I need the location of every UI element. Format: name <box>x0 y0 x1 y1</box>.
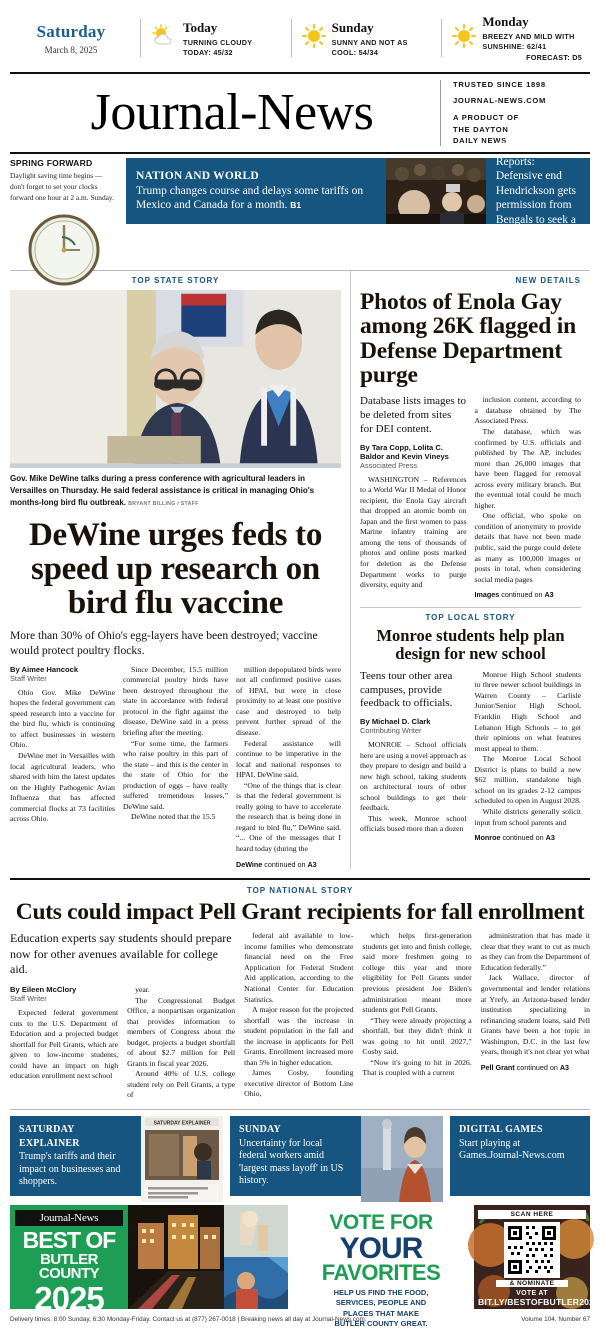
promo-image <box>361 1116 443 1196</box>
paragraph: federal aid available to low-income families who demonstrate financial need on the Free Application for Federal Student Aid application, according to the National Center for Education Statistics. <box>244 931 354 1004</box>
promo-saturday-explainer[interactable] <box>10 1116 223 1196</box>
promo-text: Uncertainty for local federal workers amid 'largest mass layoff' in US history. <box>239 1137 344 1187</box>
refer-text <box>496 155 580 242</box>
paragraph: MONROE – School officials here are using a novel approach as they prepare to design and build a new high school, taking students on architectural tours of other school buildings to get their feedback. <box>360 740 467 813</box>
divider <box>291 19 292 57</box>
divider <box>441 19 442 57</box>
paragraph: James Cosby, founding executive director of Bottom Line Ohio, <box>244 1068 354 1099</box>
ad-vote-at-label: VOTE AT <box>516 1290 548 1298</box>
promo-strip <box>0 1110 600 1196</box>
ad-vote-line2: YOUR <box>339 1232 423 1266</box>
footer-delivery-info: Delivery times: 8:00 Sunday, 6:30 Monday-Friday. Contact us at (877) 267-0018 | Breaking news all day at Journal-News.com. <box>10 1316 367 1324</box>
ad-badge <box>10 1205 128 1317</box>
dateline-date: March 8, 2025 <box>44 44 98 55</box>
ad-vote-line3: FAVORITES <box>321 1259 441 1285</box>
story-column <box>10 985 118 1101</box>
paragraph: Monroe High School students to three newer school buildings in Warren County – Carlisle Junior/Senior High School, Franklin High School and Lebanon High Schools – to get their opinions on what features most appeal to them. <box>474 669 581 753</box>
paragraph: “For some time, the farmers who raise poultry in this part of the state – and this is the center in the state of Ohio for the production of eggs – have really suffered tremendous losses,” DeWine said. <box>123 738 228 811</box>
paragraph: administration that has made it clear that they want to cut as much as they can from the Department of Education federally.” <box>480 931 590 972</box>
story-column <box>10 665 115 869</box>
paragraph: The database, which was confirmed by U.S. officials and published by The AP, includes more than 26,000 images that have been flagged for removal across every military branch. But the eventual total could be much higher. <box>474 427 581 510</box>
byline-role: Associated Press <box>360 460 418 470</box>
paragraph: The Congressional Budget Office, a nonpartisan organization that provides information to members of Congress about the budget, projects a budget shortfall of about $2.7 million for Pell Grants in fiscal year 2026. <box>127 995 236 1068</box>
forecast-monday <box>444 14 590 62</box>
refer-photo <box>386 158 486 224</box>
kicker-top-state-story: TOP STATE STORY <box>131 275 220 285</box>
paragraph: This week, Monroe school officials bused more than a dozen <box>360 813 467 834</box>
promo-text: Start playing at Games.Journal-News.com <box>459 1137 565 1162</box>
photo-cutline <box>10 473 341 509</box>
promo-sunday[interactable] <box>230 1116 443 1196</box>
story-column <box>475 395 582 599</box>
promo-digital-games[interactable] <box>450 1116 590 1196</box>
paragraph: Federal assistance will continue to be imperative in the local and national responses to HPAI, DeWine said. <box>236 738 341 780</box>
website-url[interactable]: JOURNAL-NEWS.COM <box>453 96 547 106</box>
masthead <box>0 74 600 150</box>
story-body <box>360 740 467 835</box>
forecast-condition: TURNING CLOUDY <box>183 37 253 47</box>
product-of-line1: A PRODUCT OF <box>453 113 519 123</box>
paragraph: The Monroe Local School District is plans to build a new $62 million, standalone high school on its grades 2-12 campus scheduled to open in August 2028. <box>474 754 581 806</box>
spring-forward-promo <box>10 158 126 263</box>
story-body <box>236 665 341 855</box>
paragraph: million depopulated birds were not all confirmed positive cases of HPAI, but were in close proximity to at least one positive case and destroyed to help prevent further spread of the disease. <box>236 664 341 737</box>
kicker-top-local-story: TOP LOCAL STORY <box>425 613 516 623</box>
paragraph: One official, who spoke on condition of anonymity to provide details that have not been made public, said the purge could delete as many as 100,000 images or posts in total, when considering social media pages <box>474 511 581 584</box>
paragraph: which helps first-generation students get into and finish college, said more freshmen going to college this year and more eligibility for Pell Grants under previous president Joe Biden's administration meant more students got Pell Grants. <box>362 931 472 1015</box>
sun-icon <box>302 24 326 53</box>
product-of-line2: THE DAYTON <box>453 124 509 134</box>
sun-cloud-icon <box>151 24 177 53</box>
promo-kicker-line2: EXPLAINER <box>19 1137 80 1149</box>
new-details-deck: Database lists images to be deleted from sites for DEI content. <box>360 395 467 435</box>
byline: By Aimee Hancock <box>10 664 79 674</box>
kicker-top-national-story: TOP NATIONAL STORY <box>246 885 354 895</box>
forecast-page-ref: FORECAST: D5 <box>526 53 583 63</box>
story-body <box>475 670 582 828</box>
jump-page: A3 <box>307 859 317 869</box>
dateline <box>10 22 138 55</box>
promo-kicker-line1: SUNDAY <box>239 1124 281 1136</box>
forecast-name: Monday <box>482 14 529 29</box>
forecast-name: Today <box>183 19 218 35</box>
jump-text: continued on <box>264 859 306 869</box>
byline-role: Staff Writer <box>10 673 47 683</box>
refer-text <box>136 184 376 213</box>
forecast-temps: COOL: 54/34 <box>331 47 379 57</box>
paragraph: year. <box>135 985 150 994</box>
right-column <box>350 271 581 869</box>
sun-icon <box>452 24 476 53</box>
top-national-story-deck: Education experts say students should prepare now for other avenues available for college aid. <box>10 931 232 977</box>
top-national-story <box>0 886 600 1101</box>
jump-text: continued on <box>501 590 543 600</box>
refer-kicker: NATION AND WORLD <box>136 169 259 182</box>
story-column <box>123 665 228 869</box>
top-national-story-headline[interactable]: Cuts could impact Pell Grant recipients for fall enrollment <box>15 898 585 925</box>
story-column <box>360 670 467 842</box>
masthead-info <box>440 80 590 146</box>
top-state-story-photo <box>10 290 341 468</box>
refer-headline: Reports: Defensive end Hendrickson gets permission from Bengals to seek a trade. <box>495 155 576 241</box>
byline-role: Contributing Writer <box>360 726 422 736</box>
story-body <box>475 395 582 585</box>
top-local-story-headline[interactable]: Monroe students help plan design for new school <box>376 626 565 664</box>
paragraph: While districts generally solicit input from school parents and <box>474 806 581 827</box>
ad-vote-panel <box>288 1205 474 1328</box>
jump-label: Pell Grant <box>480 1062 515 1072</box>
national-story-top-rule <box>10 878 590 880</box>
forecast-condition: BREEZY AND MILD WITH <box>482 32 575 42</box>
story-body <box>127 985 235 1101</box>
jump-label: DeWine <box>236 859 263 869</box>
left-column <box>10 271 350 869</box>
ad-vote-url[interactable]: BIT.LY/BESTOFBUTLER2025 <box>478 1297 600 1308</box>
paragraph: Jack Wallace, director of governmental and lender relations at Yrefy, an Arizona-based lender institution specializing in refinancing student loans, said Pell Grants have been a hot topic in Washington, D.C. in the last few years, though it's not clear yet what <box>480 973 590 1057</box>
story-column <box>127 985 235 1101</box>
ad-scan-here-label: SCAN HERE <box>478 1210 586 1219</box>
ad-line1: BEST OF <box>22 1227 116 1254</box>
weather-bar <box>0 0 600 70</box>
jump-text: continued on <box>516 1062 558 1072</box>
story-column <box>360 395 467 599</box>
paragraph: “They were already projecting a shortfall, but they didn't think it was going to hit until 2027,” Cosby said. <box>362 1015 472 1057</box>
divider <box>140 19 141 57</box>
byline: By Michael D. Clark <box>360 717 431 727</box>
paragraph: A major reason for the projected shortfall was the increase in student population in the fall and the increase in applicants for Pell Grants. Enrollment increased more than 5% in higher education. <box>244 1005 354 1067</box>
analog-clock-icon <box>10 208 118 264</box>
refer-kicker: SPORTS <box>495 140 542 153</box>
section-rule <box>360 607 581 608</box>
story-body <box>10 688 115 825</box>
refer-headline: Trump changes course and delays some tariffs on Mexico and Canada for a month. <box>136 184 364 212</box>
paragraph: Ohio Gov. Mike DeWine hopes the federal government can speed research into a vaccine for the bird flu, which is continuing to affect businesses in western Ohio. <box>10 687 115 750</box>
ad-line3: 2025 <box>34 1279 104 1317</box>
kicker-new-details: NEW DETAILS <box>515 275 581 285</box>
forecast-name: Sunday <box>331 19 374 35</box>
paragraph: DeWine noted that the 15.5 <box>131 812 216 822</box>
forecast-sunday <box>294 20 440 57</box>
trusted-since-text: TRUSTED SINCE 1898 <box>453 80 546 90</box>
paragraph: inclusion content, according to a database obtained by The Associated Press. <box>474 395 581 426</box>
refer-sports[interactable] <box>486 140 590 241</box>
paragraph: Expected federal government cuts to the U.S. Department of Education and a projected budget shortfall for Pell Grants, which are given to low-income students, could have an impact on high education enrollment next school <box>10 1008 119 1081</box>
jump-page: A3 <box>545 833 555 843</box>
jump-page: A3 <box>544 590 554 600</box>
forecast-temps: TODAY: 45/32 <box>183 47 233 57</box>
top-state-story-headline[interactable]: DeWine urges feds to speed up research on bird flu vaccine <box>28 516 323 621</box>
refer-page: B1 <box>290 200 302 211</box>
jump-text: continued on <box>502 833 544 843</box>
forecast-today <box>143 20 289 57</box>
story-column <box>244 931 353 1101</box>
jump-label: Monroe <box>474 833 501 843</box>
ad-line2: BUTLER COUNTY <box>38 1251 100 1283</box>
main-content <box>0 271 600 869</box>
promo-kicker-line1: DIGITAL GAMES <box>459 1124 543 1136</box>
svg-text:SATURDAY EXPLAINER: SATURDAY EXPLAINER <box>153 1120 211 1127</box>
ad-sub-line4: BUTLER COUNTY GREAT. <box>334 1319 428 1328</box>
ad-brand-logo: Journal-News <box>15 1210 123 1226</box>
cutline-text: Gov. Mike DeWine talks during a press conference with agricultural leaders in Versailles on Thursday. He said federal assistance is critical in managing Ohio's months-long bird flu outbreak. <box>10 473 315 507</box>
new-details-headline[interactable]: Photos of Enola Gay among 26K flagged in Defense Department purge <box>360 288 577 388</box>
story-column <box>481 931 590 1101</box>
ad-nominate-label: & NOMINATE <box>496 1280 568 1287</box>
refer-nation-and-world[interactable] <box>126 158 386 224</box>
refer-page: D1 <box>524 229 536 240</box>
ad-vote-line1: VOTE FOR <box>329 1211 433 1235</box>
forecast-condition: SUNNY AND NOT AS <box>331 37 408 47</box>
forecast-temps: SUNSHINE: 62/41 <box>482 42 547 52</box>
story-body <box>244 931 353 1100</box>
ad-qr-panel[interactable] <box>474 1205 600 1309</box>
paragraph: Since December, 15.5 million commercial poultry birds have been destroyed throughout the state in accordance with federal protocol in the fight against the disease, DeWine said in a press briefing after the meeting. <box>123 664 228 737</box>
top-local-story-deck: Teens tour other area campuses, provide feedback to officials. <box>360 669 453 710</box>
jump-line[interactable] <box>481 1063 590 1072</box>
story-body <box>481 931 590 1058</box>
paragraph: DeWine met in Versailles with local agricultural leaders, who shared with him the latest updates on the Highly Pathogenic Avian Influenza that has affected commercial flocks at 73 facilities across Ohio. <box>10 750 115 824</box>
jump-page: A3 <box>559 1062 570 1072</box>
promo-text: Trump's tariffs and their impact on businesses and shoppers. <box>19 1151 121 1188</box>
story-column <box>362 931 471 1101</box>
byline: By Eileen McClory <box>10 985 77 994</box>
footer-volume-number: Volume 104, Number 67 <box>521 1316 590 1324</box>
story-body <box>360 475 467 591</box>
nameplate-logo[interactable]: Journal-News <box>90 84 374 142</box>
promo-image <box>141 1116 223 1196</box>
story-column <box>475 670 582 842</box>
paragraph: “One of the things that is clear is that the federal government is really going to have to accelerate the research that is being done in regard to bird flu,” DeWine said. “... One of the messages that I heard today (during the <box>236 780 341 853</box>
spring-forward-text: Daylight saving time begins — don't forget to set your clocks forward one hour at 2 a.m. Sunday. <box>10 171 114 202</box>
ad-sub-line1: HELP US FIND THE FOOD, <box>333 1287 429 1297</box>
byline: By Tara Copp, Lolita C. Baldor and Kevin Vineys <box>360 442 449 461</box>
qr-code-icon[interactable] <box>504 1222 560 1278</box>
paragraph: WASHINGTON – References to a World War II Medal of Honor recipient, the Enola Gay aircraft that dropped an atomic bomb on Japan and the first women to pass Marine infantry training are among the tens of thousands of photos and online posts marked for deletion as the Defense Department works to purge diversity, equity and <box>360 474 467 590</box>
jump-label: Images <box>474 590 500 600</box>
jump-line[interactable] <box>475 833 582 842</box>
product-of-line3: DAILY NEWS <box>453 136 507 146</box>
paragraph: “Now it's going to hit in 2026. That is coupled with a current <box>362 1057 472 1078</box>
jump-line[interactable] <box>475 590 582 599</box>
story-body <box>123 665 228 823</box>
story-body <box>362 931 471 1079</box>
jump-line[interactable] <box>236 860 341 869</box>
ad-photo-collage <box>128 1205 288 1309</box>
top-state-story-deck: More than 30% of Ohio's egg-layers have been destroyed; vaccine would protect poultry flocks. <box>10 628 318 657</box>
ad-sub-line2: SERVICES, PEOPLE AND <box>335 1298 427 1307</box>
paragraph: Around 40% of U.S. college student rely on Pell Grants, a type of <box>127 1069 236 1100</box>
story-body <box>10 1008 118 1082</box>
story-column-wide <box>10 931 235 1101</box>
spring-forward-heading: SPRING FORWARD <box>10 158 93 169</box>
story-column <box>236 665 341 869</box>
photo-credit: BRYANT BILLING / STAFF <box>128 500 199 507</box>
promo-kicker-line1: SATURDAY <box>19 1124 75 1136</box>
ad-sub-line3: PLACES THAT MAKE <box>342 1308 420 1318</box>
byline-role: Staff Writer <box>10 994 47 1003</box>
dateline-day: Saturday <box>36 21 106 41</box>
